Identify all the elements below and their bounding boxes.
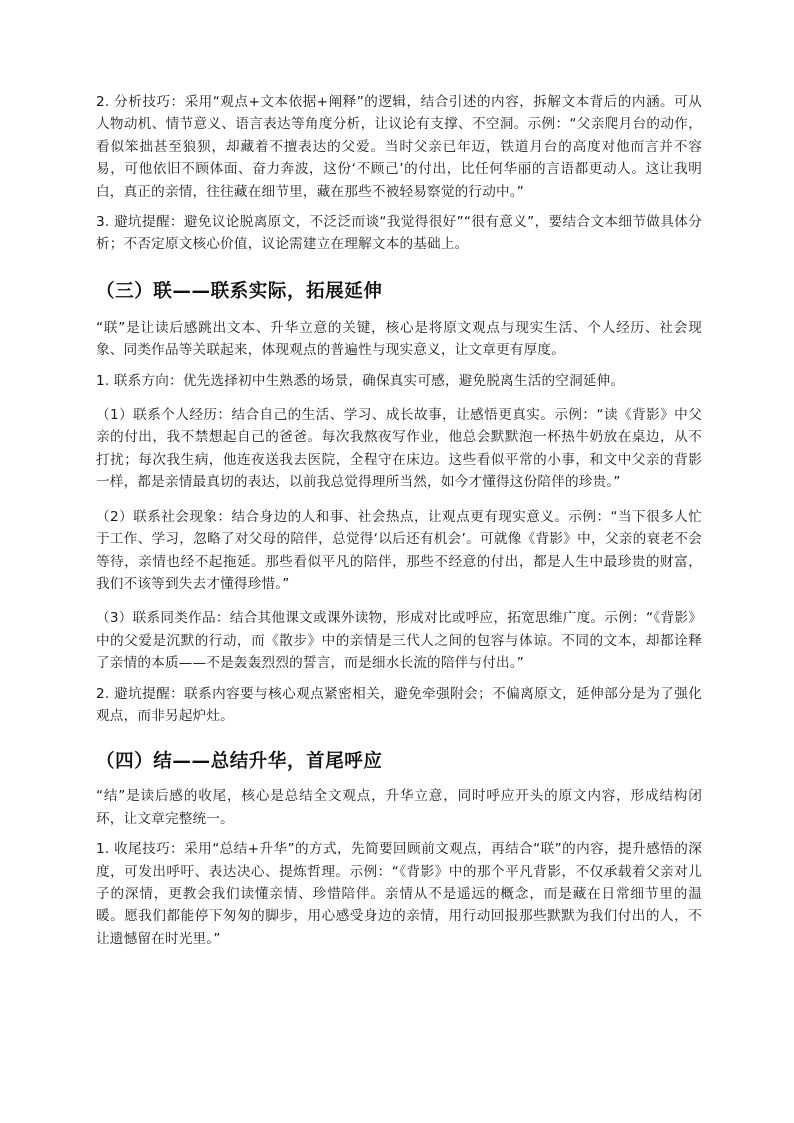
section-heading-lian: （三）联——联系实际，拓展延伸 [96, 280, 383, 302]
paragraph-lian-social: （2）联系社会现象：结合身边的人和事、社会热点，让观点更有现实意义。示例：“当下很多人忙于工作、学习，忽略了对父母的陪伴，总觉得‘以后还有机会’。可就像《背影》中，父亲的衰老不会等待，亲情也经不起拖延。那些看似平凡的陪伴，那些不经意的付出，都是人生中最珍贵的财富，我们不该等到失去才懂得珍惜。” [96, 508, 702, 592]
paragraph-lian-direction: 1. 联系方向：优先选择初中生熟悉的场景，确保真实可感，避免脱离生活的空洞延伸。 [96, 372, 625, 389]
paragraph-jie-technique: 1. 收尾技巧：采用“总结+升华”的方式，先简要回顾前文观点，再结合“联”的内容，提升感悟的深度，可发出呼吁、表达决心、提炼哲理。示例：“《背影》中的那个平凡背影，不仅承载着父亲对儿子的深情，更教会我们读懂亲情、珍惜陪伴。亲情从不是遥远的概念，而是藏在日常细节里的温暖。愿我们都能停下匆匆的脚步，用心感受身边的亲情，用行动回报那些默默为我们付出的人，不让遗憾留在时光里。” [96, 841, 702, 947]
paragraph-lian-works: （3）联系同类作品：结合其他课文或课外读物，形成对比或呼应，拓宽思维广度。示例：“《背影》中的父爱是沉默的行动，而《散步》中的亲情是三代人之间的包容与体谅。不同的文本，却都诠释了亲情的本质——不是轰轰烈烈的誓言，而是细水长流的陪伴与付出。” [96, 610, 702, 672]
paragraph-jie-intro: “结”是读后感的收尾，核心是总结全文观点，升华立意，同时呼应开头的原文内容，形成结构闭环，让文章完整统一。 [96, 788, 702, 827]
paragraph-lian-personal: （1）联系个人经历：结合自己的生活、学习、成长故事，让感悟更真实。示例：“读《背影》中父亲的付出，我不禁想起自己的爸爸。每次我熬夜写作业，他总会默默泡一杯热牛奶放在桌边，从不打扰；每次我生病，他连夜送我去医院，全程守在床边。这些看似平常的小事，和文中父亲的背影一样，都是亲情最真切的表达，以前我总觉得理所当然，如今才懂得这份陪伴的珍贵。” [96, 407, 702, 491]
paragraph-analysis-technique: 2. 分析技巧：采用“观点+文本依据+阐释”的逻辑，结合引述的内容，拆解文本背后的内涵。可从人物动机、情节意义、语言表达等角度分析，让议论有支撑、不空洞。示例：“父亲爬月台的动作，看似笨拙甚至狼狈，却藏着不擅表达的父爱。当时父亲已年迈，铁道月台的高度对他而言并不容易，可他依旧不顾体面、奋力奔波，这份‘不顾己’的付出，比任何华丽的言语都更动人。这让我明白，真正的亲情，往往藏在细节里，藏在那些不被轻易察觉的行动中。” [96, 94, 702, 200]
document-body [96, 91, 702, 950]
paragraph-lian-intro: “联”是让读后感跳出文本、升华立意的关键，核心是将原文观点与现实生活、个人经历、社会现象、同类作品等关联起来，体现观点的普遍性与现实意义，让文章更有厚度。 [96, 319, 702, 359]
paragraph-lian-pitfall: 2. 避坑提醒：联系内容要与核心观点紧密相关，避免牵强附会；不偏离原文，延伸部分是为了强化观点，而非另起炉灶。 [96, 685, 702, 724]
paragraph-pitfall-reminder-analysis: 3. 避坑提醒：避免议论脱离原文，不泛泛而谈“我觉得很好”“很有意义”，要结合文本细节做具体分析；不否定原文核心价值，议论需建立在理解文本的基础上。 [96, 214, 702, 253]
section-heading-jie: （四）结——总结升华，首尾呼应 [96, 751, 383, 773]
